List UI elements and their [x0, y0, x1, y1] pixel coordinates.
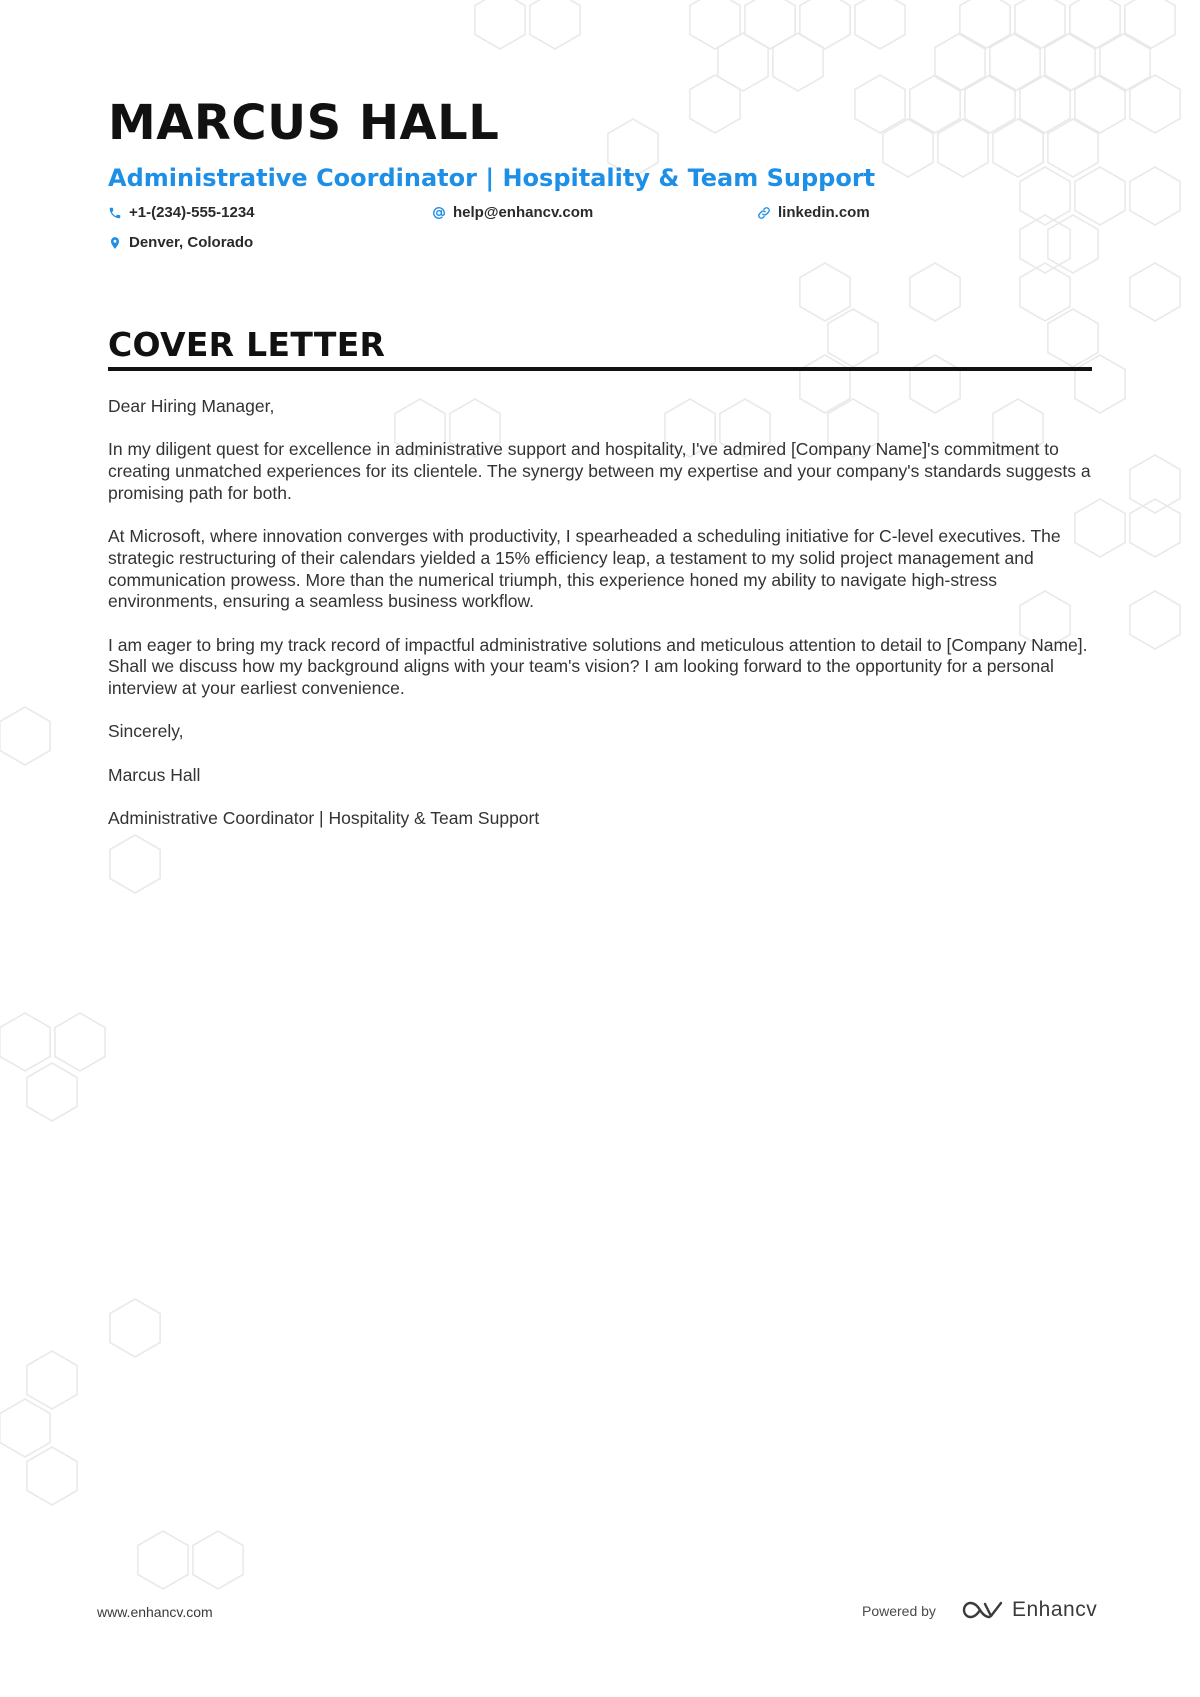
- phone-text: +1-(234)-555-1234: [129, 204, 255, 221]
- enhancv-logo-icon: [962, 1598, 1004, 1622]
- letter-signature: Marcus Hall: [108, 764, 201, 785]
- phone-icon: [108, 206, 122, 220]
- brand-name: Enhancv: [1012, 1598, 1098, 1621]
- letter-paragraph: At Microsoft, where innovation converges with productivity, I spearheaded a scheduling initiative for C-level executives. The strategic restructuring of their calendars yielded a 15% efficiency leap, a testament to my solid project management and communication prowess. More than the numerical triumph, this experience honed my ability to navigate high-stress environments, ensuring a seamless business workflow.: [108, 526, 1061, 612]
- letter-signature-title: Administrative Coordinator | Hospitality & Team Support: [108, 808, 540, 829]
- location-text: Denver, Colorado: [129, 234, 254, 251]
- link-icon: [757, 206, 771, 220]
- section-title: COVER LETTER: [108, 325, 386, 364]
- candidate-headline: Administrative Coordinator | Hospitality & Team Support: [108, 164, 876, 192]
- letter-greeting: Dear Hiring Manager,: [108, 396, 275, 416]
- footer-url[interactable]: www.enhancv.com: [97, 1604, 213, 1620]
- section-divider: [108, 367, 1092, 371]
- contact-phone[interactable]: [108, 204, 255, 221]
- contact-location: [108, 234, 253, 251]
- letter-paragraph: I am eager to bring my track record of impactful administrative solutions and meticulous attention to detail to [Company Name]. Shall we discuss how my background aligns with your team's vision? I am looking forward to the opportunity for a personal interview at your earliest convenience.: [108, 634, 1088, 699]
- location-pin-icon: [108, 236, 122, 250]
- contact-linkedin[interactable]: [757, 204, 870, 221]
- linkedin-text: linkedin.com: [778, 204, 870, 221]
- email-text: help@enhancv.com: [453, 204, 594, 221]
- candidate-name: MARCUS HALL: [108, 95, 500, 151]
- letter-paragraph: In my diligent quest for excellence in administrative support and hospitality, I've admired [Company Name]'s commitment to creating unmatched experiences for its clientele. The synergy between my expertise and your company's standards suggests a promising path for both.: [108, 439, 1091, 503]
- enhancv-brand[interactable]: [962, 1598, 1097, 1622]
- letter-closing: Sincerely,: [108, 721, 184, 742]
- letter-body: [108, 396, 1098, 852]
- powered-by-label: Powered by: [862, 1603, 936, 1619]
- at-icon: [432, 206, 446, 220]
- contact-email[interactable]: [432, 204, 593, 221]
